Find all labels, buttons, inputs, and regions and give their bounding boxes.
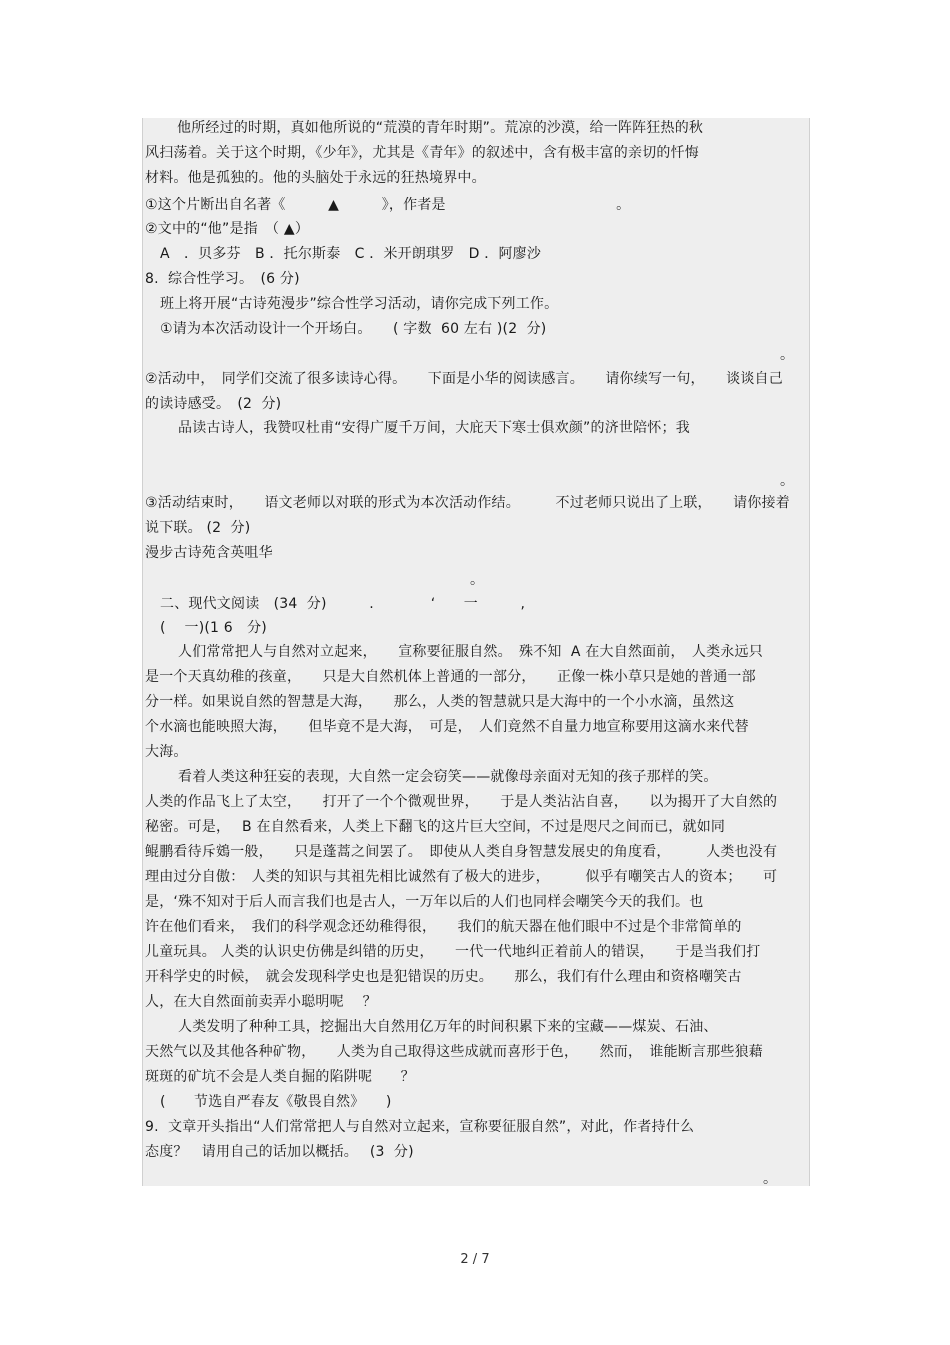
text-line: 天然气以及其他各种矿物， 人类为自己取得这些成就而喜形于色， 然而， 谁能断言那些狼藉 (145, 1044, 763, 1060)
text-line: 开科学史的时候， 就会发现科学史也是犯错误的历史。 那么，我们有什么理由和资格嘲笑古 (145, 969, 742, 985)
text-line: 个水滴也能映照大海， 但毕竟不是大海， 可是， 人们竟然不自量力地宣称要用这滴水来代替 (145, 719, 749, 735)
text-line: 许在他们看来， 我们的科学观念还幼稚得很， 我们的航天器在他们眼中不过是个非常简单的 (145, 919, 742, 935)
source-citation: ( 节选自严春友《敬畏自然》 ) (160, 1094, 392, 1110)
text-line: 人类发明了种种工具，挖掘出大自然用亿万年的时间积累下来的宝藏——煤炭、石油、 (178, 1019, 718, 1035)
text-line: 他所经过的时期，真如他所说的“荒漠的青年时期”。荒凉的沙漠，给一阵阵狂热的秋 (177, 120, 704, 136)
text-line: 鲲鹏看待斥鴳一般， 只是蓬蒿之间罢了。 即使从人类自身智慧发展史的角度看， 人类也没有 (145, 844, 778, 860)
question-line: ①这个片断出自名著《 ▲ 》，作者是 。 (145, 197, 631, 213)
text-line: 看着人类这种狂妄的表现，大自然一定会窃笑——就像母亲面对无知的孩子那样的笑。 (178, 769, 718, 785)
answer-options: A ．贝多芬 B ．托尔斯泰 C ．米开朗琪罗 D ．阿廖沙 (160, 246, 542, 262)
question-line: 的读诗感受。 (2 分) (145, 396, 282, 412)
question-line: 态度？ 请用自己的话加以概括。 (3 分) (145, 1144, 414, 1160)
question-line: 9. 文章开头指出“人们常常把人与自然对立起来，宣称要征服自然”，对此，作者持什么 (145, 1119, 695, 1135)
question-line: ②文中的“他”是指 （ ▲） (145, 221, 310, 237)
text-line: 秘密。可是， B 在自然看来，人类上下翻飞的这片巨大空间，不过是咫尺之间而已，就如同 (145, 819, 726, 835)
text-line: 材料。他是孤独的。他的头脑处于永远的狂热境界中。 (145, 170, 486, 186)
text-line: 大海。 (145, 744, 188, 760)
question-heading: 8. 综合性学习。 (6 分) (145, 271, 300, 287)
answer-blank-end: 。 (763, 1171, 778, 1187)
answer-blank-end: 。 (780, 473, 795, 489)
text-line: 人类的作品飞上了太空， 打开了一个个微观世界， 于是人类沾沾自喜， 以为揭开了大自然的 (145, 794, 778, 810)
text-line: 是一个天真幼稚的孩童， 只是大自然机体上普通的一部分， 正像一株小草只是她的普通一部 (145, 669, 756, 685)
text-line: 品读古诗人，我赞叹杜甫“安得广厦千万间，大庇天下寒士俱欢颜”的济世陪怀；我 (178, 420, 690, 436)
page-number: 2 / 7 (460, 1252, 490, 1267)
text-line: 是，‘殊不知对于后人而言我们也是古人，一万年以后的人们也同样会嘲笑今天的我们。也 (145, 894, 704, 910)
text-line: 儿童玩具。 人类的认识史仿佛是纠错的历史， 一代一代地纠正着前人的错误， 于是当我们打 (145, 944, 761, 960)
answer-blank-end: 。 (470, 572, 485, 588)
text-line: 人们常常把人与自然对立起来， 宣称要征服自然。 殊不知 A 在大自然面前， 人类永远只 (178, 644, 763, 660)
answer-blank-end: 。 (780, 347, 795, 363)
subsection-heading: ( 一)(1 6 分) (160, 620, 267, 636)
question-line: 说下联。 (2 分) (145, 520, 251, 536)
text-line: 理由过分自傲： 人类的知识与其祖先相比诚然有了极大的进步， 似乎有嘲笑古人的资本； 可 (145, 869, 778, 885)
section-heading: 二、现代文阅读 (34 分) . ‘ 一 , (160, 596, 526, 612)
question-line: ②活动中， 同学们交流了很多读诗心得。 下面是小华的阅读感言。 请你续写一句， 谈谈自己 (145, 371, 783, 387)
text-line: 班上将开展“古诗苑漫步”综合性学习活动，请你完成下列工作。 (160, 296, 559, 312)
couplet-upper-line: 漫步古诗苑含英咀华 (145, 545, 273, 561)
text-line: 分一样。如果说自然的智慧是大海， 那么，人类的智慧就只是大海中的一个小水滴，虽然这 (145, 694, 735, 710)
text-line: 人，在大自然面前卖弄小聪明呢 ？ (145, 994, 377, 1010)
text-line: 风扫荡着。关于这个时期，《少年》，尤其是《青年》的叙述中，含有极丰富的亲切的忏悔 (145, 145, 699, 161)
question-line: ①请为本次活动设计一个开场白。 ( 字数 60 左右 )(2 分) (160, 321, 547, 337)
text-line: 斑斑的矿坑不会是人类自掘的陷阱呢 ？ (145, 1069, 415, 1085)
question-line: ③活动结束时， 语文老师以对联的形式为本次活动作结。 不过老师只说出了上联， 请你接着 (145, 495, 790, 511)
